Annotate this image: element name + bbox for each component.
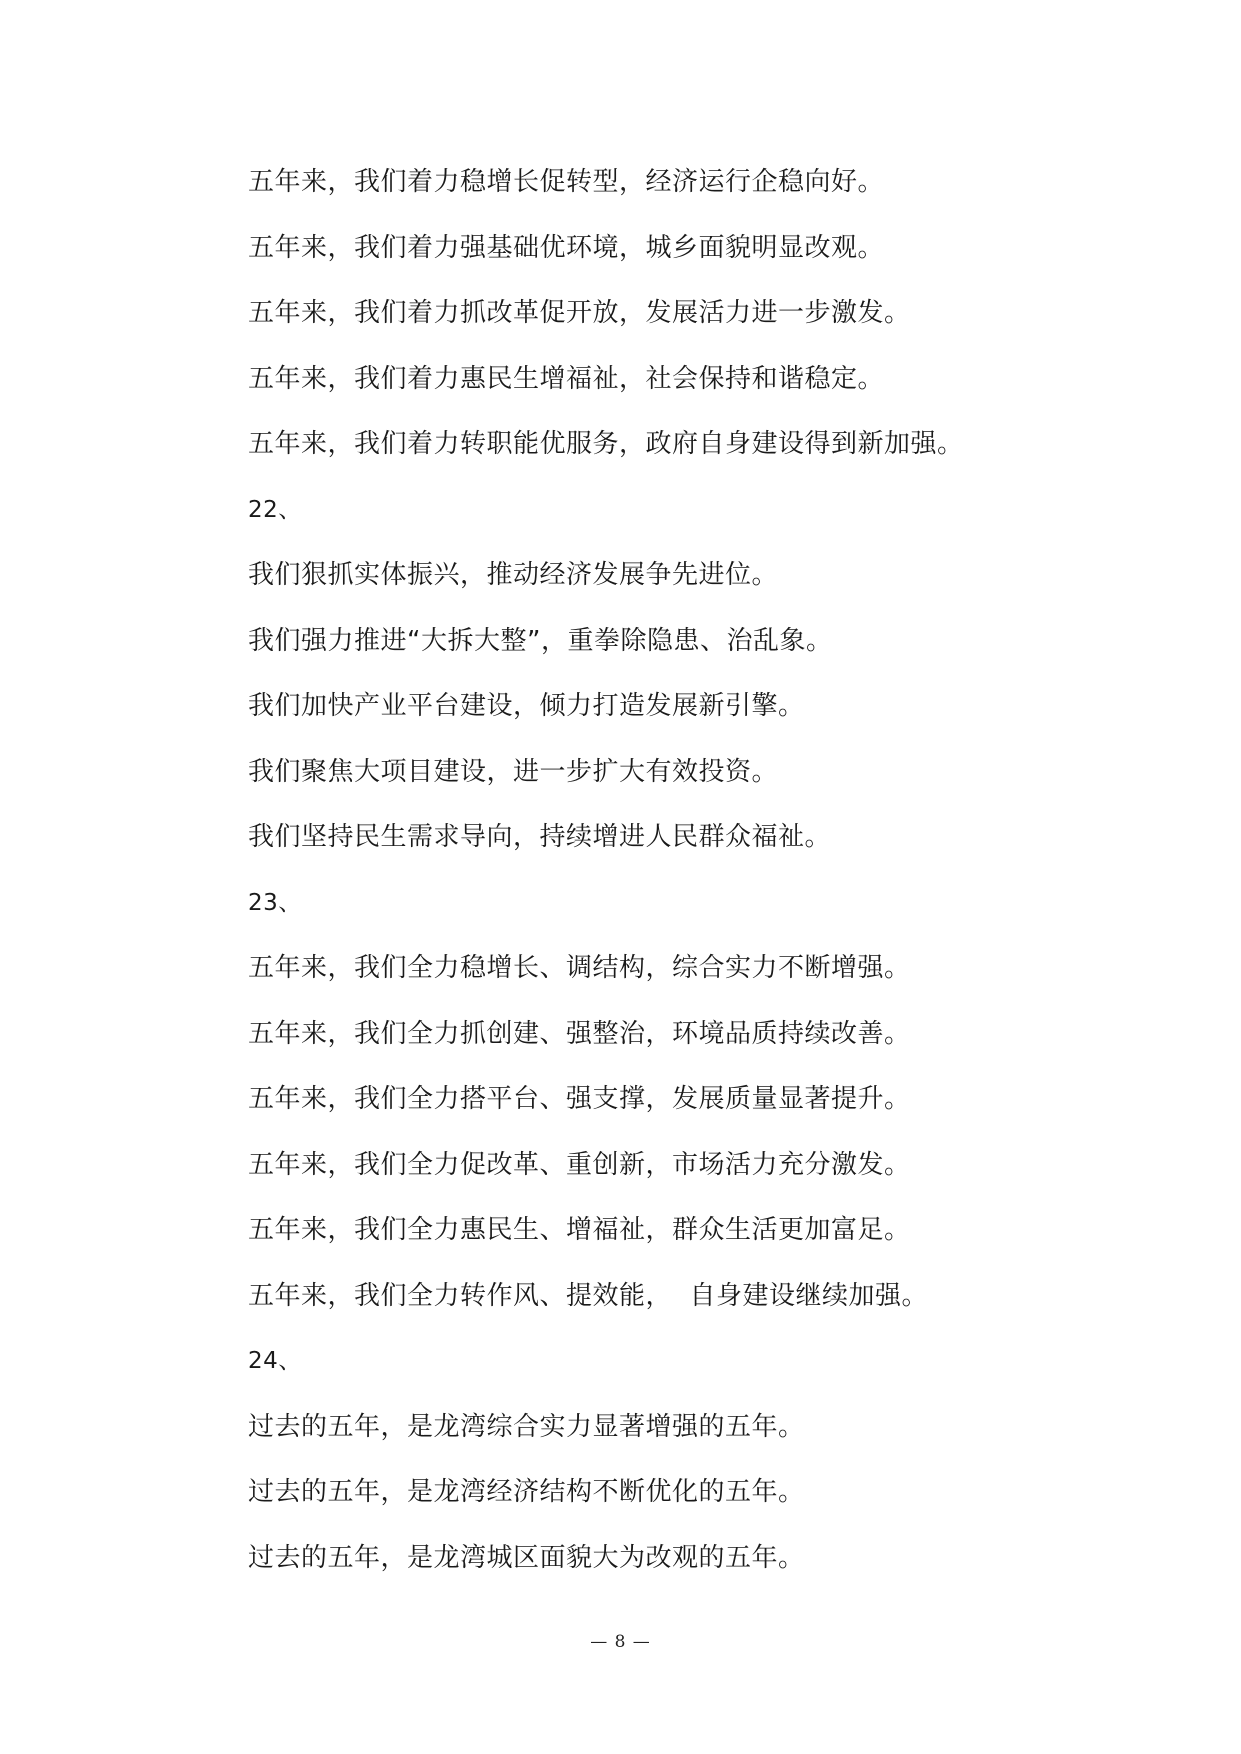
section-number: 23、	[248, 889, 302, 916]
text-line: 我们聚焦大项目建设，进一步扩大有效投资。	[248, 756, 779, 787]
section-number: 22、	[248, 496, 302, 523]
text-line: 五年来，我们着力惠民生增福祉，社会保持和谐稳定。	[248, 363, 885, 394]
page-number: — 8 —	[590, 1632, 651, 1652]
text-line: 过去的五年，是龙湾综合实力显著增强的五年。	[248, 1411, 805, 1442]
text-line: 过去的五年，是龙湾城区面貌大为改观的五年。	[248, 1542, 805, 1573]
text-line: 五年来，我们着力抓改革促开放，发展活力进一步激发。	[248, 298, 911, 328]
text-line: 五年来，我们全力搭平台、强支撑，发展质量显著提升。	[248, 1084, 911, 1114]
text-line: 五年来，我们全力转作风、提效能， 自身建设继续加强。	[248, 1280, 929, 1311]
document-body	[248, 150, 1148, 1591]
text-line: 五年来，我们全力促改革、重创新，市场活力充分激发。	[248, 1149, 911, 1180]
text-line: 我们加快产业平台建设，倾力打造发展新引擎。	[248, 691, 805, 721]
text-line: 五年来，我们全力惠民生、增福祉，群众生活更加富足。	[248, 1215, 911, 1245]
text-line: 我们狠抓实体振兴，推动经济发展争先进位。	[248, 560, 779, 590]
text-line: 我们强力推进“大拆大整”，重拳除隐患、治乱象。	[248, 625, 833, 656]
text-line: 我们坚持民生需求导向，持续增进人民群众福祉。	[248, 822, 832, 852]
text-line: 五年来，我们着力转职能优服务，政府自身建设得到新加强。	[248, 429, 964, 459]
text-line: 五年来，我们全力抓创建、强整治，环境品质持续改善。	[248, 1018, 911, 1049]
text-line: 五年来，我们全力稳增长、调结构，综合实力不断增强。	[248, 953, 911, 983]
text-line: 五年来，我们着力强基础优环境，城乡面貌明显改观。	[248, 232, 885, 263]
text-line: 过去的五年，是龙湾经济结构不断优化的五年。	[248, 1477, 805, 1507]
section-number: 24、	[248, 1348, 302, 1374]
text-line: 五年来，我们着力稳增长促转型，经济运行企稳向好。	[248, 167, 885, 197]
